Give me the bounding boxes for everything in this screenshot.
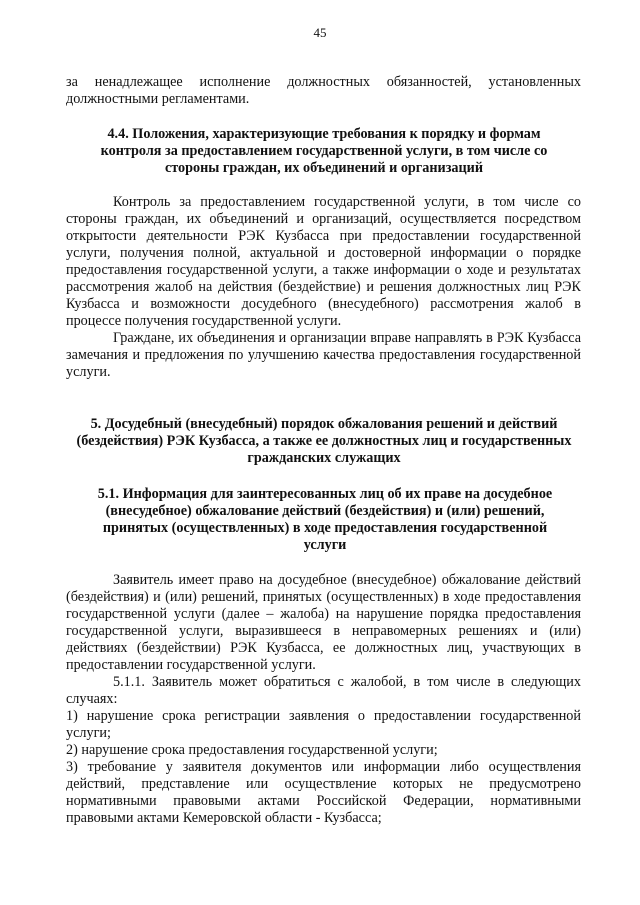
item-5-1-1: 5.1.1. Заявитель может обратиться с жалобой, в том числе в следующих случаях: <box>66 674 581 707</box>
case-item: 2) нарушение срока предоставления государственной услуги; <box>66 742 438 758</box>
case-item: 3) требование у заявителя документов или информации либо осуществления действий, представление или осуществление которых не предусмотрено нормативными правовыми актами Российской Федерации, нормативными правовыми актами Кемеровской области - Кузбасса; <box>66 759 581 826</box>
section-5-heading: 5. Досудебный (внесудебный) порядок обжалования решений и действий (бездействия) РЭК Кузбасса, а также ее должностных лиц и государственных гражданских служащих <box>76 416 572 466</box>
section-4-4-paragraph: Граждане, их объединения и организации вправе направлять в РЭК Кузбасса замечания и предложения по улучшению качества предоставления государственной услуги. <box>66 330 581 380</box>
section-4-4-heading-block <box>88 126 560 177</box>
section-4-4-paragraph: Контроль за предоставлением государственной услуги, в том числе со стороны граждан, их объединений и организаций, осуществляется посредством открытости деятельности РЭК Кузбасса при предоставлении государственной услуги, получения полной, актуальной и достоверной информации о порядке предоставления государственной услуги, а также информации о ходе и результатах рассмотрения жалоб на действия (бездействие) и решения должностных лиц РЭК Кузбасса и возможности досудебного (внесудебного) рассмотрения жалоб в процессе получения государственной услуги. <box>66 194 581 329</box>
section-5-1-body <box>66 572 581 827</box>
cases-list <box>66 708 581 827</box>
section-4-4-body <box>66 194 581 381</box>
case-item: 1) нарушение срока регистрации заявления о предоставлении государственной услуги; <box>66 708 581 741</box>
page-number: 45 <box>313 25 327 40</box>
section-5-1-heading: 5.1. Информация для заинтересованных лиц об их праве на досудебное (внесудебное) обжалование действий (бездействия) и (или) решений, принятых (осуществленных) в ходе предоставления государственной услуги <box>97 486 553 553</box>
intro-continuation-text: за ненадлежащее исполнение должностных обязанностей, установленных должностными регламентами. <box>66 74 581 107</box>
section-5-1-paragraph: Заявитель имеет право на досудебное (внесудебное) обжалование действий (бездействия) и (или) решений, принятых (осуществленных) в ходе предоставления государственной услуги (далее – жалоба) на нарушение порядка предоставления государственной услуги, выразившееся в неправомерных решениях и (или) действиях (бездействии) РЭК Кузбасса, ее должностных лиц, участвующих в предоставлении государственной услуги. <box>66 572 581 673</box>
section-4-4-heading: 4.4. Положения, характеризующие требования к порядку и формам контроля за предоставлением государственной услуги, в том числе со стороны граждан, их объединений и организаций <box>100 126 548 176</box>
intro-continuation-block <box>66 74 581 108</box>
section-5-heading-block <box>74 416 574 467</box>
section-5-1-heading-block <box>80 486 570 554</box>
